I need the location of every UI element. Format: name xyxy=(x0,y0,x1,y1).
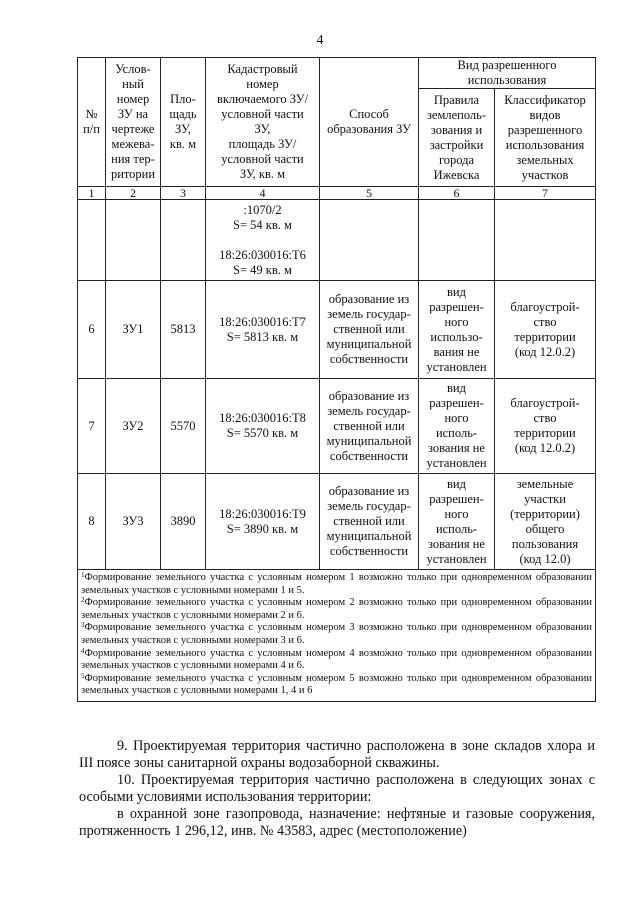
table-row xyxy=(78,379,596,474)
footnote-marker: 3 xyxy=(81,621,85,630)
footnote-text: Формирование земельного участка с условным номером 4 возможно только при одновременном образовании земельных участков с условными номерами 4 и 6. xyxy=(81,647,593,672)
table-row-continuation xyxy=(78,200,596,281)
cell-cadastral: :1070/2 S= 54 кв. м 18:26:030016:Т6 S= 49 кв. м xyxy=(206,200,320,281)
header-permitted-use: Вид разрешенного использования xyxy=(419,58,596,89)
footnote xyxy=(81,673,592,698)
cell-method: образование из земель государ- ственной или муниципальной собственности xyxy=(320,281,419,379)
cell-zoning-rules: вид разрешен- ного исполь- зования не установлен xyxy=(419,379,495,474)
land-plots-table xyxy=(77,57,596,702)
footnote-marker: 2 xyxy=(81,596,85,605)
footnote-marker: 4 xyxy=(81,646,85,655)
cell-area: 5570 xyxy=(161,379,206,474)
table-row xyxy=(78,281,596,379)
cell-num: 6 xyxy=(78,281,106,379)
header-formation-method: Способ образования ЗУ xyxy=(320,58,419,187)
header-cadastral-number: Кадастровый номер включаемого ЗУ/ условной части ЗУ, площадь ЗУ/ условной части ЗУ, кв. м xyxy=(206,58,320,187)
cell-classifier: благоустрой- ство территории (код 12.0.2) xyxy=(495,281,596,379)
table-row xyxy=(78,474,596,570)
column-numbers-row xyxy=(78,187,596,200)
header-classifier: Классификатор видов разрешенного использования земельных участков xyxy=(495,89,596,187)
cell-cadastral: 18:26:030016:Т9 S= 3890 кв. м xyxy=(206,474,320,570)
cell-empty xyxy=(419,200,495,281)
cell-zu: ЗУ1 xyxy=(106,281,161,379)
cell-method: образование из земель государ- ственной или муниципальной собственности xyxy=(320,474,419,570)
footnote-marker: 5 xyxy=(81,671,85,680)
paragraph-11: в охранной зоне газопровода, назначение: нефтяные и газовые сооружения, протяженность 1 296,12, инв. № 43583, адрес (местоположение) xyxy=(79,806,595,839)
col-number: 6 xyxy=(419,187,495,200)
cell-classifier: благоустрой- ство территории (код 12.0.2) xyxy=(495,379,596,474)
cell-method: образование из земель государ- ственной или муниципальной собственности xyxy=(320,379,419,474)
cell-empty xyxy=(161,200,206,281)
cell-empty xyxy=(106,200,161,281)
cell-zoning-rules: вид разрешен- ного использо- вания не установлен xyxy=(419,281,495,379)
footnote-text: Формирование земельного участка с условным номером 3 возможно только при одновременном образовании земельных участков с условными номерами 3 и 6. xyxy=(81,622,593,646)
paragraph-9: 9. Проектируемая территория частично расположена в зоне складов хлора и III поясе зоны санитарной охраны водозаборной скважины. xyxy=(79,738,595,771)
footnote-text: Формирование земельного участка с условным номером 1 возможно только при одновременном образовании земельных участков с условными номерами 1 и 5. xyxy=(81,572,593,596)
cell-cadastral: 18:26:030016:Т8 S= 5570 кв. м xyxy=(206,379,320,474)
cell-empty xyxy=(78,200,106,281)
header-zoning-rules: Правила землеполь- зования и застройки города Ижевска xyxy=(419,89,495,187)
footnote xyxy=(81,572,592,597)
cell-zoning-rules: вид разрешен- ного исполь- зования не установлен xyxy=(419,474,495,570)
col-number: 3 xyxy=(161,187,206,200)
footnote xyxy=(81,648,592,673)
col-number: 5 xyxy=(320,187,419,200)
page-number: 4 xyxy=(316,33,324,48)
cell-area: 3890 xyxy=(161,474,206,570)
cell-classifier: земельные участки (территории) общего пользования (код 12.0) xyxy=(495,474,596,570)
footnote-text: Формирование земельного участка с условным номером 5 возможно только при одновременном образовании земельных участков с условными номерами 1, 4 и 6 xyxy=(81,672,593,697)
header-num: № п/п xyxy=(78,58,106,187)
cell-num: 7 xyxy=(78,379,106,474)
header-conditional-number: Услов- ный номер ЗУ на чертеже межева- ния тер- ритории xyxy=(106,58,161,187)
col-number: 1 xyxy=(78,187,106,200)
cell-empty xyxy=(320,200,419,281)
cell-zu: ЗУ3 xyxy=(106,474,161,570)
cell-zu: ЗУ2 xyxy=(106,379,161,474)
col-number: 2 xyxy=(106,187,161,200)
cell-cadastral: 18:26:030016:Т7 S= 5813 кв. м xyxy=(206,281,320,379)
footnote xyxy=(81,597,592,622)
footnote-marker: 1 xyxy=(81,571,85,579)
col-number: 4 xyxy=(206,187,320,200)
footnotes xyxy=(78,570,596,702)
footnote-text: Формирование земельного участка с условным номером 2 возможно только при одновременном образовании земельных участков с условными номерами 2 и 6. xyxy=(81,597,593,621)
notes-row xyxy=(78,570,596,702)
cell-empty xyxy=(495,200,596,281)
col-number: 7 xyxy=(495,187,596,200)
paragraph-10: 10. Проектируемая территория частично расположена в следующих зонах с особыми условиями использования территории: xyxy=(79,772,595,805)
header-area: Пло- щадь ЗУ, кв. м xyxy=(161,58,206,187)
cell-num: 8 xyxy=(78,474,106,570)
footnote xyxy=(81,622,592,647)
cell-area: 5813 xyxy=(161,281,206,379)
